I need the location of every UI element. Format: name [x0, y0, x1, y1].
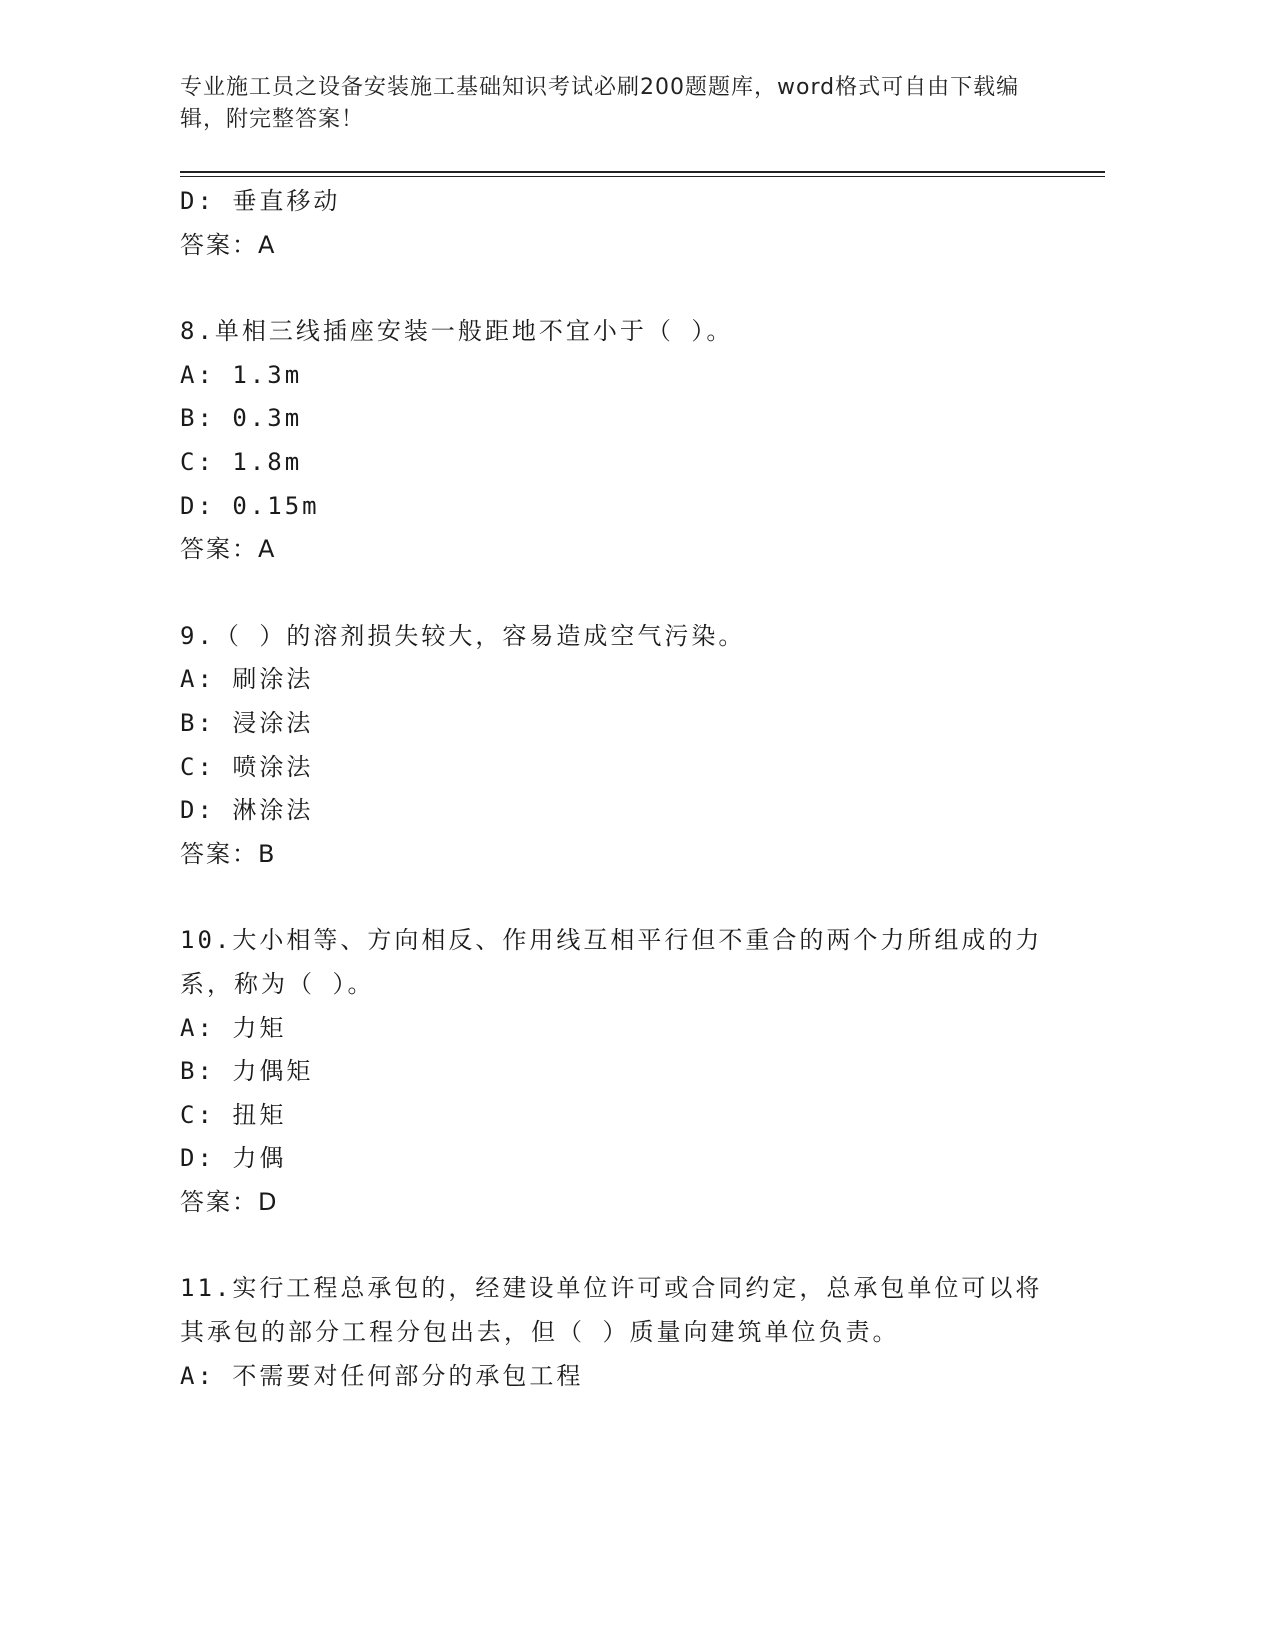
question-stem: 8.单相三线插座安装一般距地不宜小于（ ）。: [180, 317, 734, 346]
question-stem: 9.（ ）的溶剂损失较大，容易造成空气污染。: [180, 621, 746, 650]
page-header: [180, 72, 1060, 136]
answer: 答案：B: [180, 839, 277, 868]
option-c: C: 扭矩: [180, 1100, 287, 1129]
answer: 答案：D: [180, 1187, 279, 1216]
question-stem: 11.实行工程总承包的，经建设单位许可或合同约定，总承包单位可以将其承包的部分工程分包出去，但（ ）质量向建筑单位负责。: [180, 1274, 1043, 1347]
option-a: A: 刷涂法: [180, 665, 314, 694]
option-d: D: 0.15m: [180, 491, 320, 520]
option-b: B: 浸涂法: [180, 708, 314, 737]
document-body: [180, 180, 1060, 1398]
answer-q7: 答案：A: [180, 230, 277, 259]
option-a: A: 1.3m: [180, 360, 303, 389]
option-d: D: 力偶: [180, 1144, 287, 1173]
option-d: D: 淋涂法: [180, 796, 314, 825]
option-a: A: 不需要对任何部分的承包工程: [180, 1361, 584, 1390]
question-9: [180, 615, 1060, 877]
option-b: B: 力偶矩: [180, 1057, 314, 1086]
option-d-q7: D: 垂直移动: [180, 187, 341, 215]
question-10: [180, 919, 1060, 1224]
header-rule-thin: [180, 176, 1105, 177]
header-title: 专业施工员之设备安装施工基础知识考试必刷200题题库，word格式可自由下载编辑，附完整答案！: [180, 75, 1020, 132]
answer: 答案：A: [180, 535, 277, 564]
question-8: [180, 310, 1060, 572]
option-a: A: 力矩: [180, 1013, 287, 1042]
option-c: C: 喷涂法: [180, 752, 314, 781]
question-11: [180, 1267, 1060, 1398]
option-c: C: 1.8m: [180, 447, 303, 476]
option-b: B: 0.3m: [180, 404, 303, 433]
question-stem: 10.大小相等、方向相反、作用线互相平行但不重合的两个力所组成的力系，称为（ ）。: [180, 926, 1043, 998]
header-rule-thick: [180, 171, 1105, 173]
